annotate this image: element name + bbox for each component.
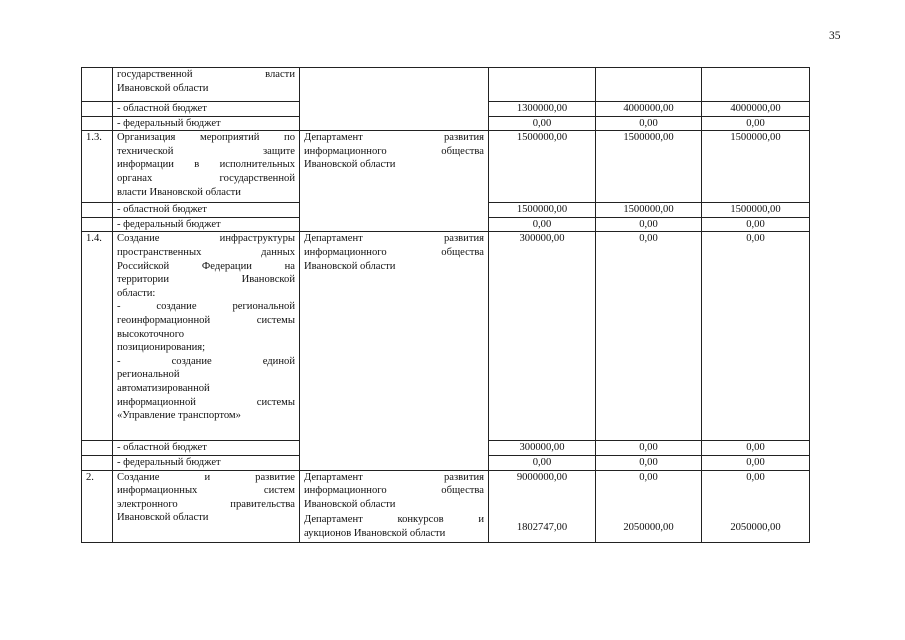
activity-name-cell: - федеральный бюджет xyxy=(113,116,300,131)
department-cell xyxy=(300,68,489,131)
value-cell: 0,00 xyxy=(596,217,702,232)
row-number-cell xyxy=(82,441,113,456)
value-cell: 1500000,00 xyxy=(489,131,596,203)
value-cell xyxy=(596,68,702,102)
department-cell: Департамент развития информационного общества Ивановской области xyxy=(300,232,489,470)
value-cell: 2050000,00 xyxy=(596,513,702,542)
row-number-cell xyxy=(82,116,113,131)
department-cell: Департамент развития информационного общества Ивановской области xyxy=(300,470,489,513)
activity-name-cell: - федеральный бюджет xyxy=(113,217,300,232)
value-cell: 0,00 xyxy=(596,116,702,131)
value-cell: 0,00 xyxy=(702,441,810,456)
value-cell: 1802747,00 xyxy=(489,513,596,542)
value-cell: 0,00 xyxy=(596,441,702,456)
value-cell: 0,00 xyxy=(596,455,702,470)
activity-name-cell: Создание инфраструктуры пространственных данных Российской Федерации на территории Ивановской области: - создание региональной геоинформационной системы высокоточного позиционирования; - создание единой региональной автоматизированной информационной системы «Управление транспортом» xyxy=(113,232,300,441)
budget-table xyxy=(81,67,810,543)
department-cell: Департамент конкурсов и аукционов Ивановской области xyxy=(300,513,489,542)
value-cell: 4000000,00 xyxy=(596,102,702,117)
row-number-cell xyxy=(82,455,113,470)
activity-name-cell: - областной бюджет xyxy=(113,102,300,117)
table-row xyxy=(82,470,810,513)
activity-name-cell: Организация мероприятий по технической защите информации в исполнительных органах государственной власти Ивановской области xyxy=(113,131,300,203)
activity-name-cell: - федеральный бюджет xyxy=(113,455,300,470)
table-row xyxy=(82,232,810,441)
value-cell: 0,00 xyxy=(489,455,596,470)
value-cell: 1500000,00 xyxy=(702,203,810,218)
row-number-cell xyxy=(82,68,113,102)
value-cell: 2050000,00 xyxy=(702,513,810,542)
table-row xyxy=(82,68,810,102)
value-cell: 0,00 xyxy=(489,217,596,232)
value-cell: 0,00 xyxy=(489,116,596,131)
value-cell xyxy=(702,68,810,102)
department-cell: Департамент развития информационного общества Ивановской области xyxy=(300,131,489,232)
activity-name-cell: - областной бюджет xyxy=(113,441,300,456)
value-cell: 4000000,00 xyxy=(702,102,810,117)
row-number-cell: 2. xyxy=(82,470,113,542)
row-number-cell xyxy=(82,102,113,117)
activity-name-cell: государственной власти Ивановской области xyxy=(113,68,300,102)
value-cell: 0,00 xyxy=(596,470,702,513)
value-cell: 1500000,00 xyxy=(596,203,702,218)
row-number-cell: 1.4. xyxy=(82,232,113,441)
value-cell: 1300000,00 xyxy=(489,102,596,117)
value-cell xyxy=(489,68,596,102)
value-cell: 0,00 xyxy=(702,217,810,232)
value-cell: 1500000,00 xyxy=(489,203,596,218)
value-cell: 0,00 xyxy=(702,232,810,441)
value-cell: 0,00 xyxy=(702,470,810,513)
row-number-cell xyxy=(82,203,113,218)
value-cell: 1500000,00 xyxy=(596,131,702,203)
row-number-cell xyxy=(82,217,113,232)
value-cell: 0,00 xyxy=(596,232,702,441)
value-cell: 300000,00 xyxy=(489,232,596,441)
value-cell: 9000000,00 xyxy=(489,470,596,513)
value-cell: 0,00 xyxy=(702,116,810,131)
row-number-cell: 1.3. xyxy=(82,131,113,203)
activity-name-cell: - областной бюджет xyxy=(113,203,300,218)
value-cell: 1500000,00 xyxy=(702,131,810,203)
page-number: 35 xyxy=(829,30,841,42)
value-cell: 0,00 xyxy=(702,455,810,470)
table-row xyxy=(82,131,810,203)
activity-name-cell: Создание и развитие информационных систем электронного правительства Ивановской области xyxy=(113,470,300,542)
value-cell: 300000,00 xyxy=(489,441,596,456)
